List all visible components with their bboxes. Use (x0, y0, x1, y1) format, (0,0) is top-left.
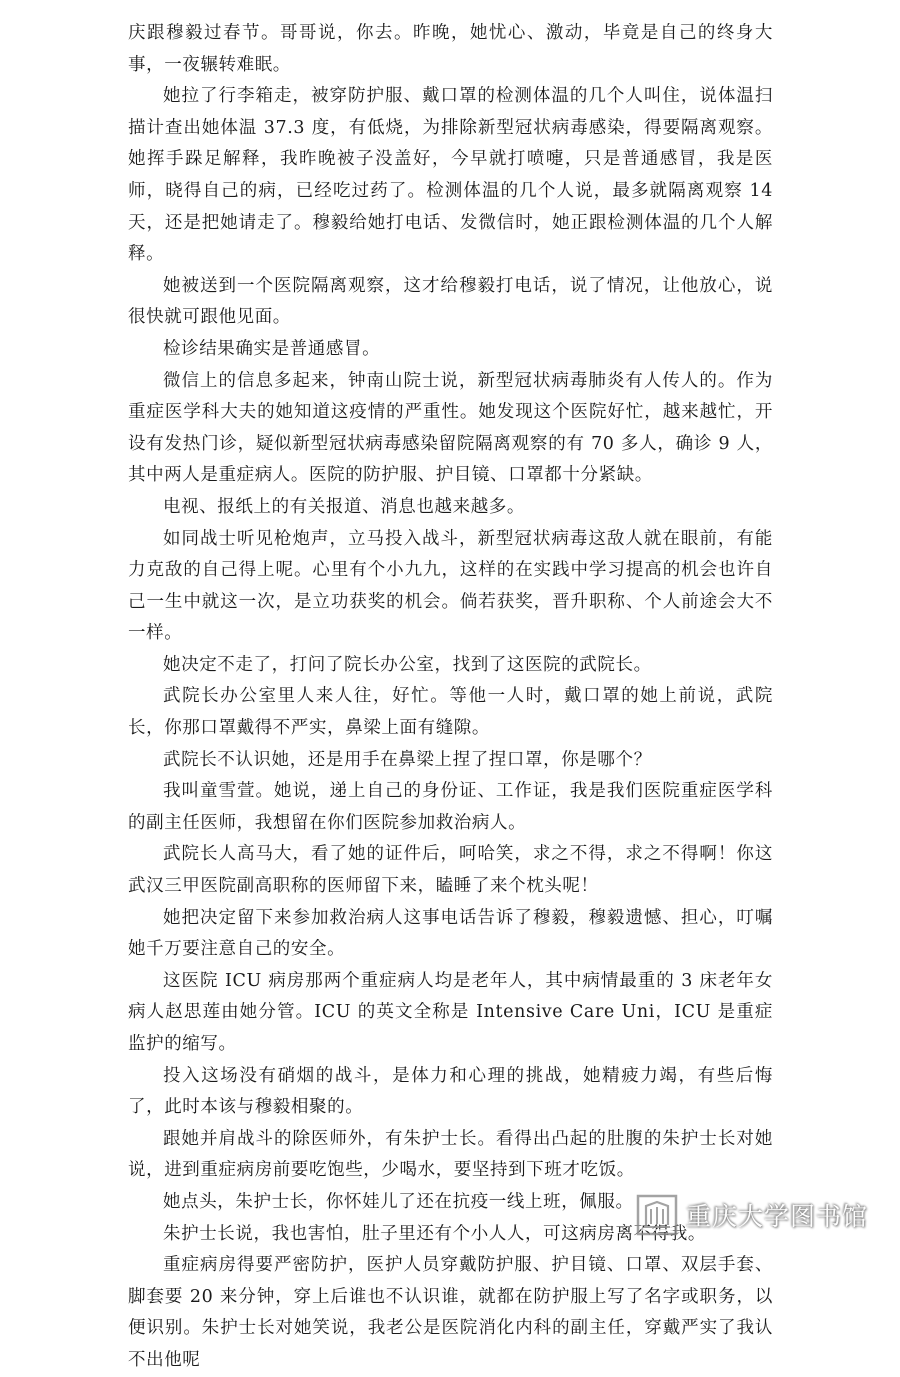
paragraph: 朱护士长说，我也害怕，肚子里还有个小人人，可这病房离不得我。 (163, 1223, 706, 1244)
paragraph: 武院长办公室里人来人往，好忙。等他一人时，戴口罩的她上前说，武院长，你那口罩戴得不严实，鼻梁上面有缝隙。 (128, 686, 773, 739)
paragraph: 她拉了行李箱走，被穿防护服、戴口罩的检测体温的几个人叫住，说体温扫描计查出她体温 37.3 度，有低烧，为排除新型冠状病毒感染，得要隔离观察。她挥手跺足解释，我昨晚被子没盖好，今早就打喷嚏，只是普通感冒，我是医师，晓得自己的病，已经吃过药了。检测体温的几个人说，最多就隔离观察 14 天，还是把她请走了。穆毅给她打电话、发微信时，她正跟检测体温的几个人解释。 (128, 86, 773, 265)
paragraph: 电视、报纸上的有关报道、消息也越来越多。 (163, 496, 525, 517)
paragraph: 如同战士听见枪炮声，立马投入战斗，新型冠状病毒这敌人就在眼前，有能力克敌的自己得上呢。心里有个小九九，这样的在实践中学习提高的机会也许自己一生中就这一次，是立功获奖的机会。倘若获奖，晋升职称、个人前途会大不一样。 (128, 528, 773, 644)
library-watermark (636, 1190, 868, 1240)
paragraph: 武院长不认识她，还是用手在鼻梁上捏了捏口罩，你是哪个？ (163, 749, 652, 770)
paragraph: 检诊结果确实是普通感冒。 (163, 338, 381, 359)
paragraph: 她被送到一个医院隔离观察，这才给穆毅打电话，说了情况，让他放心，说很快就可跟他见面。 (128, 275, 773, 328)
paragraph: 她决定不走了，打问了院长办公室，找到了这医院的武院长。 (163, 654, 652, 675)
paragraph: 跟她并肩战斗的除医师外，有朱护士长。看得出凸起的肚腹的朱护士长对她说，进到重症病房前要吃饱些，少喝水，要坚持到下班才吃饭。 (128, 1128, 773, 1181)
paragraph: 这医院 ICU 病房那两个重症病人均是老年人，其中病情最重的 3 床老年女病人赵思莲由她分管。ICU 的英文全称是 Intensive Care Uni，ICU 是重症监护的缩写。 (128, 970, 773, 1054)
paragraph: 重症病房得要严密防护，医护人员穿戴防护服、护目镜、口罩、双层手套、脚套要 20 来分钟，穿上后谁也不认识谁，就都在防护服上写了名字或职务，以便识别。朱护士长对她笑说，我老公是医院消化内科的副主任，穿戴严实了我认不出他呢 (128, 1255, 773, 1370)
paragraph: 庆跟穆毅过春节。哥哥说，你去。昨晚，她忧心、激动，毕竟是自己的终身大事，一夜辗转难眠。 (128, 23, 773, 75)
paragraph: 微信上的信息多起来，钟南山院士说，新型冠状病毒肺炎有人传人的。作为重症医学科大夫的她知道这疫情的严重性。她发现这个医院好忙，越来越忙，开设有发热门诊，疑似新型冠状病毒感染留院隔离观察的有 70 多人，确诊 9 人，其中两人是重症病人。医院的防护服、护目镜、口罩都十分紧缺。 (128, 370, 773, 486)
paragraph: 她把决定留下来参加救治病人这事电话告诉了穆毅，穆毅遗憾、担心，叮嘱她千万要注意自己的安全。 (128, 907, 773, 960)
body-text (128, 18, 773, 1377)
paragraph: 我叫童雪萱。她说，递上自己的身份证、工作证，我是我们医院重症医学科的副主任医师，我想留在你们医院参加救治病人。 (128, 781, 773, 833)
paragraph: 武院长人高马大，看了她的证件后，呵哈笑，求之不得，求之不得啊！你这武汉三甲医院副高职称的医师留下来，瞌睡了来个枕头呢！ (128, 844, 773, 897)
paragraph: 投入这场没有硝烟的战斗，是体力和心理的挑战，她精疲力竭，有些后悔了，此时本该与穆毅相聚的。 (128, 1065, 773, 1118)
library-logo-icon (636, 1194, 678, 1236)
paragraph: 她点头，朱护士长，你怀娃儿了还在抗疫一线上班，佩服。 (163, 1191, 634, 1212)
watermark-text: 重庆大学图书馆 (686, 1202, 869, 1231)
